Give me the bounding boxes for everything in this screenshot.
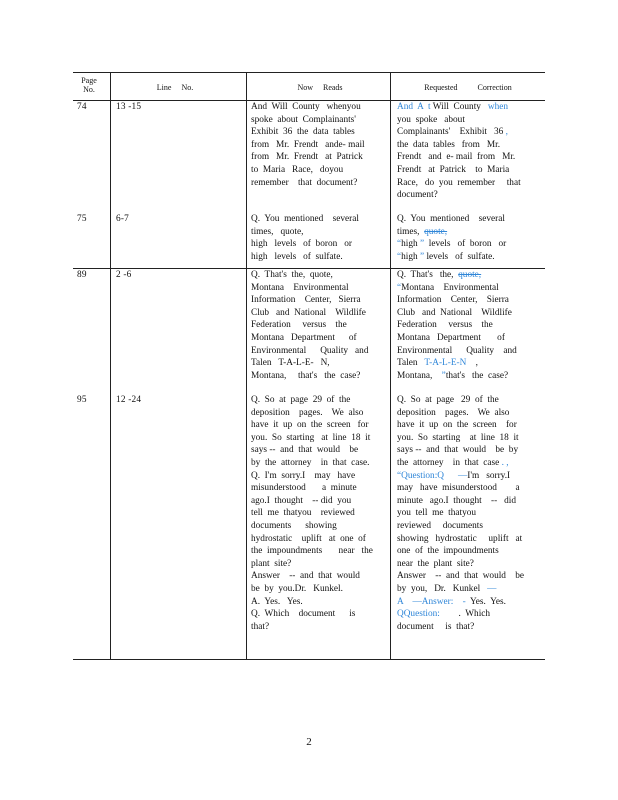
row-requested-correction-text (397, 101, 521, 202)
column-divider (110, 72, 111, 660)
table-bottom-rule (73, 659, 545, 660)
column-divider (390, 72, 391, 660)
row-requested-correction-text (397, 394, 524, 633)
header-line-no: Line No. (156, 83, 194, 92)
correction-text: you spoke about Complainants' Exhibit 36 (397, 114, 504, 138)
inserted-text: QQuestion: (397, 609, 440, 620)
correction-text: Q. That's the, (397, 270, 459, 280)
inserted-text: “Question:Q (397, 470, 444, 481)
correction-text: Will County (430, 102, 488, 112)
page-number: 2 (306, 736, 312, 748)
correction-text: the data tables from Mr. Frendt and e- mail from Mr. Frendt at Patrick to Maria Race, do you remember that document? (397, 139, 521, 201)
row-now-reads-text: Q. That's the, quote, Montana Environmental Information Center, Sierra Club and National Wildlife Federation versus the Montana Department of Environmental Quality and Talen T-A-L-E- N, Montana, that's the case? (251, 270, 369, 381)
row-now-reads-text: And Will County whenyou spoke about Complainants' Exhibit 36 the data tables from Mr. Frendt ande- mail from Mr. Frendt at Patrick to Maria Race, doyou remember that document? (251, 102, 365, 188)
correction-text: that's the case? (445, 370, 509, 381)
header-requested-correction: Requested Correction (424, 83, 512, 92)
inserted-text: T-A-L-E-N (424, 358, 467, 369)
inserted-text: ” (420, 239, 425, 250)
correction-text: Q. So at page 29 of the deposition pages. We also have it up on the screen for you. So starting at line 18 it says -- and that would be by the attorney in that case (397, 395, 519, 468)
inserted-text: , (503, 127, 508, 138)
correction-text: I'm sorry.I may have misunderstood a minute ago.I thought -- did you tell me thatyou reviewed documents showing hydrostatic uplift at one of the impoundments near the plant site? Answer -- and that would be by you, Dr. Kunkel (397, 470, 525, 594)
inserted-text: “ (397, 282, 402, 293)
correction-text: Q. You mentioned several times, (397, 214, 505, 237)
correction-text: high (401, 251, 420, 262)
inserted-text: “ (397, 251, 402, 262)
table-top-rule (73, 72, 545, 73)
inserted-text: “ (397, 239, 402, 250)
correction-text: . Which document is that? (397, 609, 491, 632)
header-page-no: Page No. (81, 76, 97, 94)
inserted-text: — (457, 470, 468, 481)
inserted-text: . , (501, 457, 509, 468)
deleted-text: quote, (424, 226, 448, 237)
inserted-text: A —Answer: - (397, 596, 466, 607)
correction-text: high (401, 239, 420, 250)
row-page-number: 75 (77, 214, 87, 224)
row-line-range: 2 -6 (116, 270, 132, 280)
column-divider (246, 72, 247, 660)
correction-text: , Montana, (397, 358, 478, 381)
inserted-text: And A t (397, 102, 431, 112)
correction-text: Montana Environmental Information Center, Sierra Club and National Wildlife Federation versus the Montana Department of Environmental Quality and Talen (397, 282, 517, 369)
inserted-text: — (487, 583, 497, 594)
header-now-reads: Now Reads (297, 83, 343, 92)
deleted-text: quote, (458, 270, 482, 280)
row-line-range: 6-7 (116, 214, 129, 224)
row-page-number: 74 (77, 102, 87, 112)
row-line-range: 13 -15 (116, 102, 142, 112)
correction-text: levels of sulfate. (424, 251, 495, 262)
correction-text: Yes. Yes. (469, 596, 506, 607)
row-requested-correction-text (397, 269, 517, 382)
row-page-number: 89 (77, 270, 87, 280)
inserted-text: ” (441, 370, 446, 381)
row-now-reads-text: Q. You mentioned several times, quote, high levels of boron or high levels of sulfate. (251, 214, 359, 262)
row-now-reads-text: Q. So at page 29 of the deposition pages. We also have it up on the screen for you. So starting at line 18 it says -- and that would be by the attorney in that case. Q. I'm sorry.I may have misunderstood a minute ago.I thought -- did you tell me thatyou reviewed documents showing hydrostatic uplift at one of the impoundments near the plant site? Answer -- and that would be by you.Dr. Kunkel. A. Yes. Yes. Q. Which document is that? (251, 395, 373, 632)
inserted-text: when (487, 102, 509, 112)
correction-text: levels of boron or (428, 239, 507, 250)
row-requested-correction-text (397, 213, 506, 263)
correction-text (444, 471, 458, 481)
inserted-text: ” (420, 251, 425, 262)
row-page-number: 95 (77, 395, 87, 405)
row-line-range: 12 -24 (116, 395, 142, 405)
